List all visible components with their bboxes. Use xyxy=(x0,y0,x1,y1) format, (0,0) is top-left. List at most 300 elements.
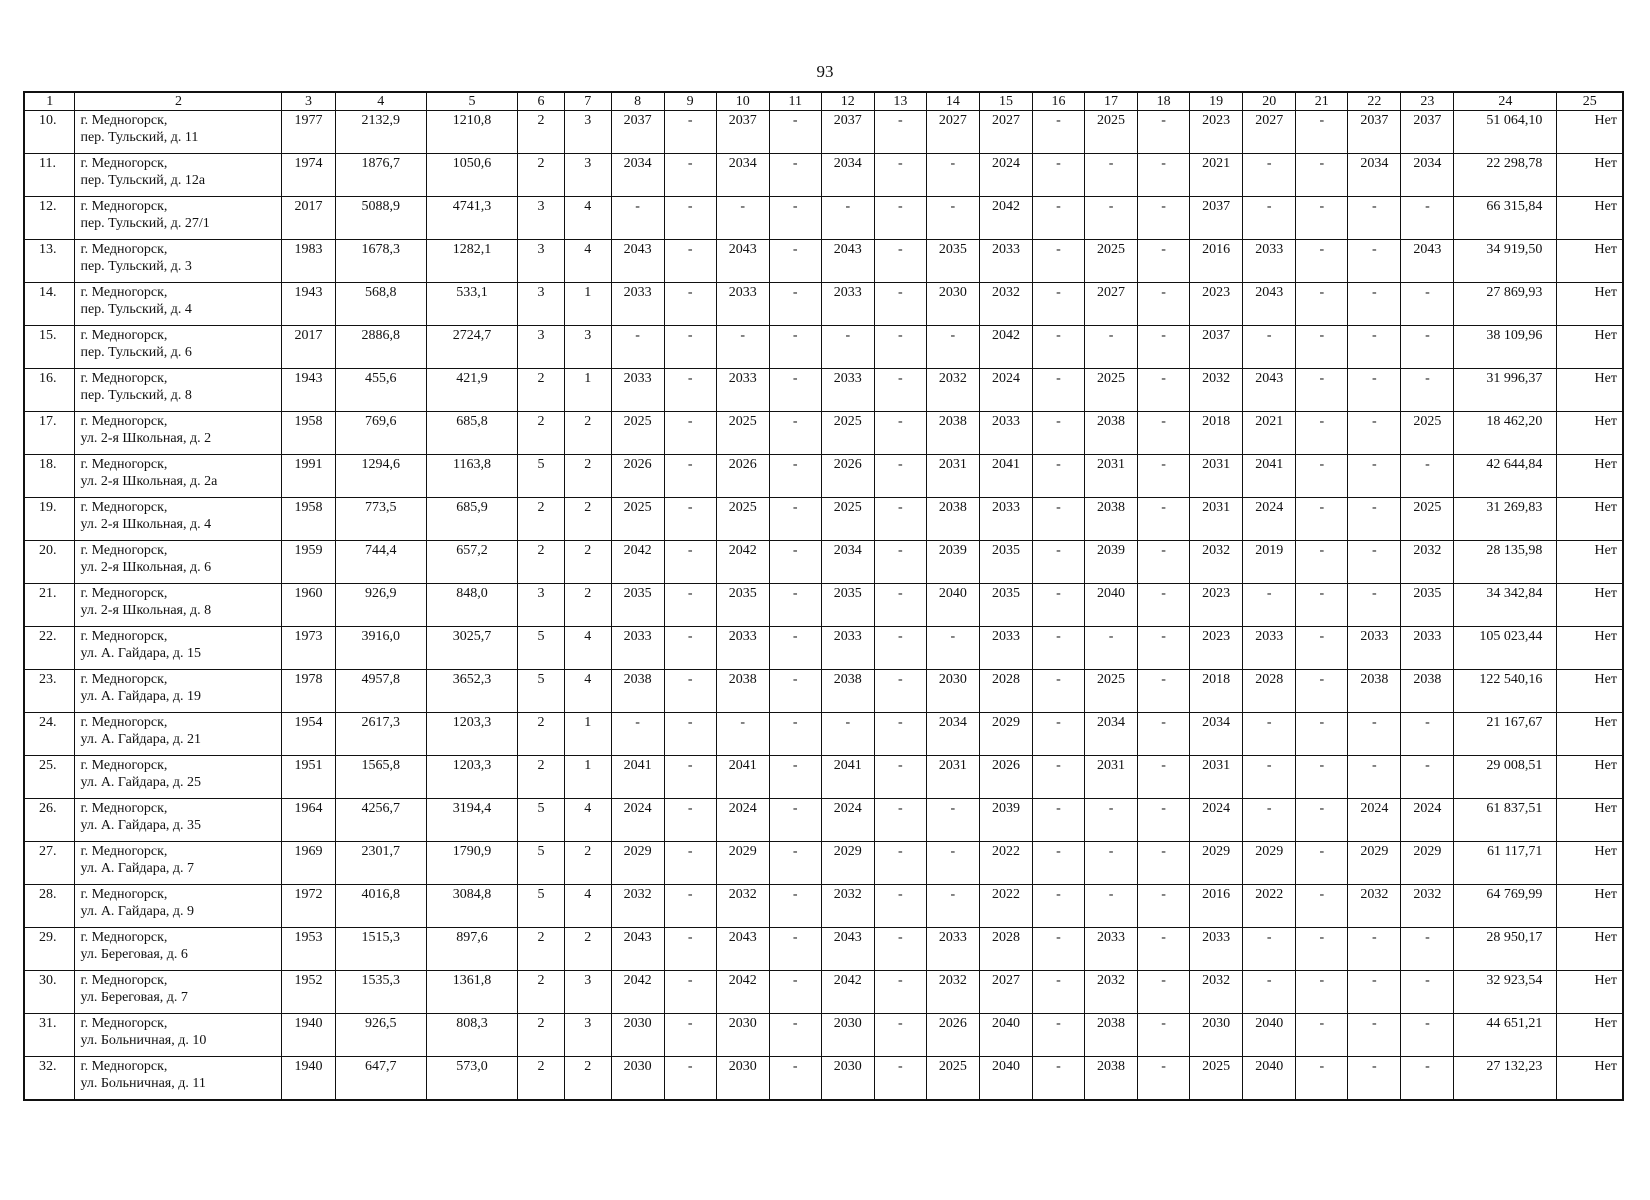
data-cell: 2043 xyxy=(611,240,664,283)
cost-cell: 27 132,23 xyxy=(1454,1057,1557,1101)
column-number-header: 18 xyxy=(1138,92,1190,111)
data-cell: - xyxy=(664,498,716,541)
data-cell: 1203,3 xyxy=(426,713,517,756)
data-cell: 2027 xyxy=(1085,283,1138,326)
data-cell: 2033 xyxy=(1190,928,1243,971)
cost-cell: 31 269,83 xyxy=(1454,498,1557,541)
data-cell: - xyxy=(1138,111,1190,154)
data-cell: 2034 xyxy=(1085,713,1138,756)
data-cell: - xyxy=(1085,627,1138,670)
data-cell: - xyxy=(664,713,716,756)
data-cell: - xyxy=(1138,412,1190,455)
data-cell: 4 xyxy=(564,670,611,713)
data-cell: 2035 xyxy=(979,541,1032,584)
data-cell: - xyxy=(1401,713,1454,756)
data-cell: 2038 xyxy=(611,670,664,713)
table-row xyxy=(24,240,1623,283)
data-cell: 2038 xyxy=(1085,498,1138,541)
data-cell: - xyxy=(1401,928,1454,971)
status-cell: Нет xyxy=(1557,326,1623,369)
data-cell: 1678,3 xyxy=(335,240,426,283)
data-cell: 2034 xyxy=(1190,713,1243,756)
cost-cell: 21 167,67 xyxy=(1454,713,1557,756)
address-cell xyxy=(75,1014,282,1057)
data-cell: 2034 xyxy=(1348,154,1401,197)
data-cell: - xyxy=(1085,842,1138,885)
data-cell: 2 xyxy=(518,971,565,1014)
data-cell: - xyxy=(1243,713,1296,756)
address-street: пер. Тульский, д. 8 xyxy=(80,388,192,403)
column-number-header: 19 xyxy=(1190,92,1243,111)
address-street: ул. А. Гайдара, д. 21 xyxy=(80,732,202,747)
data-cell: - xyxy=(1296,412,1348,455)
data-cell: 2029 xyxy=(1401,842,1454,885)
data-cell: - xyxy=(769,627,821,670)
data-cell: 2021 xyxy=(1190,154,1243,197)
data-cell: 2038 xyxy=(1401,670,1454,713)
data-cell: - xyxy=(1348,498,1401,541)
data-cell: 2037 xyxy=(1190,197,1243,240)
cost-cell: 122 540,16 xyxy=(1454,670,1557,713)
status-cell: Нет xyxy=(1557,756,1623,799)
data-cell: 2027 xyxy=(1243,111,1296,154)
address-street: ул. А. Гайдара, д. 7 xyxy=(80,861,195,876)
row-number: 29. xyxy=(24,928,75,971)
data-cell: 2 xyxy=(564,455,611,498)
data-cell: - xyxy=(1348,928,1401,971)
data-cell: 2029 xyxy=(821,842,874,885)
data-cell: - xyxy=(1033,1057,1085,1101)
data-cell: - xyxy=(1296,369,1348,412)
data-cell: 4 xyxy=(564,627,611,670)
address-cell xyxy=(75,842,282,885)
data-cell: - xyxy=(1296,154,1348,197)
data-cell: 1535,3 xyxy=(335,971,426,1014)
column-number-header: 1 xyxy=(24,92,75,111)
address-street: ул. А. Гайдара, д. 35 xyxy=(80,818,202,833)
column-number-header: 21 xyxy=(1296,92,1348,111)
data-cell: - xyxy=(874,326,926,369)
data-cell: 2022 xyxy=(979,885,1032,928)
data-cell: - xyxy=(1033,412,1085,455)
data-cell: - xyxy=(1243,197,1296,240)
row-number: 27. xyxy=(24,842,75,885)
table-row xyxy=(24,1057,1623,1101)
data-cell: 2032 xyxy=(1401,885,1454,928)
data-cell: - xyxy=(926,197,979,240)
data-cell: - xyxy=(1138,455,1190,498)
data-cell: 2 xyxy=(518,498,565,541)
data-cell: 3 xyxy=(564,1014,611,1057)
cost-cell: 38 109,96 xyxy=(1454,326,1557,369)
data-cell: 2039 xyxy=(1085,541,1138,584)
table-row xyxy=(24,455,1623,498)
address-city: г. Медногорск, xyxy=(80,500,168,515)
row-number: 15. xyxy=(24,326,75,369)
table-row xyxy=(24,670,1623,713)
address-street: ул. 2-я Школьная, д. 2 xyxy=(80,431,212,446)
data-cell: 3 xyxy=(518,197,565,240)
data-cell: 2032 xyxy=(1348,885,1401,928)
status-cell: Нет xyxy=(1557,369,1623,412)
address-cell xyxy=(75,928,282,971)
status-cell: Нет xyxy=(1557,584,1623,627)
data-cell: 2027 xyxy=(979,971,1032,1014)
data-cell: 2025 xyxy=(1085,369,1138,412)
data-cell: 4256,7 xyxy=(335,799,426,842)
data-cell: 2034 xyxy=(611,154,664,197)
column-number-header: 6 xyxy=(518,92,565,111)
data-cell: 2028 xyxy=(979,670,1032,713)
data-cell: 2025 xyxy=(611,412,664,455)
data-cell: - xyxy=(1348,412,1401,455)
status-cell: Нет xyxy=(1557,842,1623,885)
data-cell: - xyxy=(874,1057,926,1101)
data-cell: - xyxy=(1138,154,1190,197)
address-street: ул. А. Гайдара, д. 19 xyxy=(80,689,202,704)
data-cell: 2028 xyxy=(1243,670,1296,713)
row-number: 20. xyxy=(24,541,75,584)
data-cell: 2033 xyxy=(1348,627,1401,670)
address-street: пер. Тульский, д. 12а xyxy=(80,173,206,188)
data-cell: 1943 xyxy=(282,369,335,412)
data-cell: 2033 xyxy=(611,627,664,670)
data-cell: - xyxy=(1243,326,1296,369)
data-cell: 2016 xyxy=(1190,885,1243,928)
data-cell: 4 xyxy=(564,799,611,842)
data-cell: 657,2 xyxy=(426,541,517,584)
data-cell: 2024 xyxy=(1348,799,1401,842)
data-cell: 2030 xyxy=(926,283,979,326)
row-number: 12. xyxy=(24,197,75,240)
data-cell: 2033 xyxy=(716,283,769,326)
data-cell: 2033 xyxy=(1085,928,1138,971)
address-city: г. Медногорск, xyxy=(80,586,168,601)
data-cell: - xyxy=(1033,756,1085,799)
data-cell: - xyxy=(1033,498,1085,541)
data-cell: - xyxy=(664,756,716,799)
data-cell: 685,9 xyxy=(426,498,517,541)
status-cell: Нет xyxy=(1557,713,1623,756)
data-cell: 769,6 xyxy=(335,412,426,455)
data-cell: 2034 xyxy=(926,713,979,756)
data-cell: 2042 xyxy=(611,541,664,584)
data-cell: - xyxy=(769,197,821,240)
data-cell: - xyxy=(1401,326,1454,369)
data-cell: - xyxy=(1085,154,1138,197)
data-cell: 3 xyxy=(518,283,565,326)
data-cell: - xyxy=(1296,111,1348,154)
data-cell: - xyxy=(1296,842,1348,885)
data-cell: 2025 xyxy=(611,498,664,541)
data-cell: 848,0 xyxy=(426,584,517,627)
data-cell: 4016,8 xyxy=(335,885,426,928)
data-cell: - xyxy=(1033,111,1085,154)
column-number-header-row xyxy=(24,92,1623,111)
address-city: г. Медногорск, xyxy=(80,930,168,945)
status-cell: Нет xyxy=(1557,412,1623,455)
table-row xyxy=(24,842,1623,885)
data-cell: 2024 xyxy=(611,799,664,842)
data-cell: 2016 xyxy=(1190,240,1243,283)
data-cell: - xyxy=(1138,627,1190,670)
data-cell: - xyxy=(1401,1057,1454,1101)
data-cell: 1983 xyxy=(282,240,335,283)
data-cell: - xyxy=(1348,713,1401,756)
data-cell: - xyxy=(769,799,821,842)
data-cell: 2019 xyxy=(1243,541,1296,584)
data-cell: 3 xyxy=(564,971,611,1014)
data-cell: - xyxy=(769,498,821,541)
data-cell: - xyxy=(664,240,716,283)
row-number: 30. xyxy=(24,971,75,1014)
data-cell: - xyxy=(664,412,716,455)
data-cell: 2034 xyxy=(1401,154,1454,197)
data-cell: 2031 xyxy=(1085,455,1138,498)
data-cell: - xyxy=(1348,1057,1401,1101)
data-cell: - xyxy=(1138,756,1190,799)
data-cell: 5 xyxy=(518,627,565,670)
address-city: г. Медногорск, xyxy=(80,1016,168,1031)
data-cell: 2 xyxy=(564,1057,611,1101)
address-city: г. Медногорск, xyxy=(80,457,168,472)
data-cell: - xyxy=(769,1014,821,1057)
address-street: ул. Больничная, д. 10 xyxy=(80,1033,207,1048)
address-city: г. Медногорск, xyxy=(80,156,168,171)
data-cell: - xyxy=(874,197,926,240)
data-cell: 2031 xyxy=(1190,455,1243,498)
data-cell: - xyxy=(1243,799,1296,842)
data-cell: 2 xyxy=(564,928,611,971)
data-cell: - xyxy=(1033,799,1085,842)
address-city: г. Медногорск, xyxy=(80,801,168,816)
address-street: пер. Тульский, д. 3 xyxy=(80,259,192,274)
data-cell: 2031 xyxy=(1190,498,1243,541)
data-cell: - xyxy=(926,627,979,670)
data-cell: 2 xyxy=(518,412,565,455)
data-cell: - xyxy=(1243,154,1296,197)
data-cell: 2033 xyxy=(926,928,979,971)
data-cell: 2033 xyxy=(979,498,1032,541)
data-cell: - xyxy=(1296,197,1348,240)
table-row xyxy=(24,197,1623,240)
data-cell: 2039 xyxy=(926,541,979,584)
address-city: г. Медногорск, xyxy=(80,543,168,558)
data-cell: 2030 xyxy=(611,1057,664,1101)
column-number-header: 3 xyxy=(282,92,335,111)
data-cell: 2037 xyxy=(821,111,874,154)
data-cell: - xyxy=(611,326,664,369)
data-cell: - xyxy=(1401,1014,1454,1057)
data-cell: - xyxy=(1033,154,1085,197)
data-cell: - xyxy=(1296,326,1348,369)
row-number: 13. xyxy=(24,240,75,283)
data-cell: 1940 xyxy=(282,1014,335,1057)
data-cell: 4 xyxy=(564,240,611,283)
cost-cell: 42 644,84 xyxy=(1454,455,1557,498)
row-number: 18. xyxy=(24,455,75,498)
status-cell: Нет xyxy=(1557,240,1623,283)
address-city: г. Медногорск, xyxy=(80,1059,168,1074)
cost-cell: 61 837,51 xyxy=(1454,799,1557,842)
data-cell: 2041 xyxy=(1243,455,1296,498)
data-cell: 2030 xyxy=(1190,1014,1243,1057)
address-cell xyxy=(75,885,282,928)
data-cell: - xyxy=(1085,885,1138,928)
data-cell: - xyxy=(664,326,716,369)
data-cell: - xyxy=(769,240,821,283)
data-cell: 2023 xyxy=(1190,111,1243,154)
table-row xyxy=(24,369,1623,412)
data-cell: - xyxy=(1296,971,1348,1014)
data-cell: - xyxy=(926,799,979,842)
column-number-header: 8 xyxy=(611,92,664,111)
status-cell: Нет xyxy=(1557,627,1623,670)
data-cell: - xyxy=(926,842,979,885)
data-cell: 4 xyxy=(564,885,611,928)
data-cell: 2043 xyxy=(821,928,874,971)
address-cell xyxy=(75,283,282,326)
data-cell: 3 xyxy=(518,240,565,283)
data-cell: 2030 xyxy=(926,670,979,713)
address-city: г. Медногорск, xyxy=(80,414,168,429)
address-city: г. Медногорск, xyxy=(80,672,168,687)
data-cell: 808,3 xyxy=(426,1014,517,1057)
data-cell: 2022 xyxy=(979,842,1032,885)
data-cell: 2033 xyxy=(716,369,769,412)
column-number-header: 12 xyxy=(821,92,874,111)
data-cell: 773,5 xyxy=(335,498,426,541)
data-cell: 1991 xyxy=(282,455,335,498)
data-cell: 2042 xyxy=(979,326,1032,369)
data-cell: - xyxy=(1033,283,1085,326)
data-cell: - xyxy=(874,842,926,885)
address-street: ул. 2-я Школьная, д. 8 xyxy=(80,603,212,618)
data-cell: 2032 xyxy=(1190,541,1243,584)
data-cell: 2025 xyxy=(926,1057,979,1101)
data-cell: - xyxy=(769,283,821,326)
data-cell: - xyxy=(769,670,821,713)
status-cell: Нет xyxy=(1557,885,1623,928)
address-street: пер. Тульский, д. 4 xyxy=(80,302,192,317)
row-number: 16. xyxy=(24,369,75,412)
cost-cell: 32 923,54 xyxy=(1454,971,1557,1014)
data-cell: 2026 xyxy=(611,455,664,498)
data-cell: - xyxy=(664,455,716,498)
data-cell: 2024 xyxy=(821,799,874,842)
data-cell: - xyxy=(1243,584,1296,627)
data-cell: 2043 xyxy=(821,240,874,283)
data-cell: - xyxy=(1243,971,1296,1014)
data-cell: - xyxy=(874,240,926,283)
data-cell: 4957,8 xyxy=(335,670,426,713)
column-number-header: 25 xyxy=(1557,92,1623,111)
data-cell: 2039 xyxy=(979,799,1032,842)
data-cell: - xyxy=(769,455,821,498)
address-city: г. Медногорск, xyxy=(80,371,168,386)
row-number: 21. xyxy=(24,584,75,627)
data-cell: 2029 xyxy=(611,842,664,885)
data-cell: - xyxy=(769,369,821,412)
table-row xyxy=(24,885,1623,928)
cost-cell: 28 950,17 xyxy=(1454,928,1557,971)
data-cell: 2 xyxy=(518,1014,565,1057)
cost-cell: 51 064,10 xyxy=(1454,111,1557,154)
data-cell: 3194,4 xyxy=(426,799,517,842)
data-cell: - xyxy=(664,928,716,971)
data-cell: 2017 xyxy=(282,326,335,369)
data-cell: 3 xyxy=(564,154,611,197)
data-cell: 2032 xyxy=(716,885,769,928)
data-cell: 2025 xyxy=(1401,412,1454,455)
data-cell: - xyxy=(664,111,716,154)
data-cell: 2 xyxy=(564,842,611,885)
data-cell: 2026 xyxy=(821,455,874,498)
data-cell: - xyxy=(926,885,979,928)
data-cell: - xyxy=(1033,928,1085,971)
data-cell: 533,1 xyxy=(426,283,517,326)
data-cell: 2035 xyxy=(926,240,979,283)
data-cell: - xyxy=(874,541,926,584)
data-cell: - xyxy=(664,799,716,842)
data-cell: 2028 xyxy=(979,928,1032,971)
data-cell: 2 xyxy=(518,154,565,197)
data-cell: 2 xyxy=(518,756,565,799)
address-cell xyxy=(75,584,282,627)
data-cell: 2033 xyxy=(979,412,1032,455)
row-number: 31. xyxy=(24,1014,75,1057)
address-street: ул. 2-я Школьная, д. 4 xyxy=(80,517,212,532)
address-cell xyxy=(75,369,282,412)
data-cell: 3652,3 xyxy=(426,670,517,713)
data-cell: - xyxy=(821,326,874,369)
data-cell: - xyxy=(1348,971,1401,1014)
data-cell: 1952 xyxy=(282,971,335,1014)
data-cell: 1163,8 xyxy=(426,455,517,498)
data-cell: 455,6 xyxy=(335,369,426,412)
address-cell xyxy=(75,455,282,498)
column-number-header: 24 xyxy=(1454,92,1557,111)
cost-cell: 34 342,84 xyxy=(1454,584,1557,627)
data-cell: - xyxy=(874,928,926,971)
cost-cell: 28 135,98 xyxy=(1454,541,1557,584)
data-cell: - xyxy=(1085,197,1138,240)
address-cell xyxy=(75,971,282,1014)
data-cell: 2033 xyxy=(1243,627,1296,670)
data-cell: 2 xyxy=(564,498,611,541)
cost-cell: 44 651,21 xyxy=(1454,1014,1557,1057)
data-cell: 1978 xyxy=(282,670,335,713)
data-cell: - xyxy=(664,1057,716,1101)
data-cell: - xyxy=(716,713,769,756)
cost-cell: 29 008,51 xyxy=(1454,756,1557,799)
address-street: ул. А. Гайдара, д. 15 xyxy=(80,646,202,661)
data-cell: 3084,8 xyxy=(426,885,517,928)
data-cell: 2043 xyxy=(1243,283,1296,326)
data-cell: - xyxy=(1033,1014,1085,1057)
data-cell: 2301,7 xyxy=(335,842,426,885)
status-cell: Нет xyxy=(1557,971,1623,1014)
data-cell: 2024 xyxy=(1243,498,1296,541)
data-cell: - xyxy=(1033,842,1085,885)
data-cell: - xyxy=(1296,455,1348,498)
data-cell: - xyxy=(769,928,821,971)
data-cell: 2042 xyxy=(716,971,769,1014)
data-cell: - xyxy=(1296,756,1348,799)
address-cell xyxy=(75,240,282,283)
data-cell: - xyxy=(716,197,769,240)
data-cell: 3 xyxy=(564,111,611,154)
